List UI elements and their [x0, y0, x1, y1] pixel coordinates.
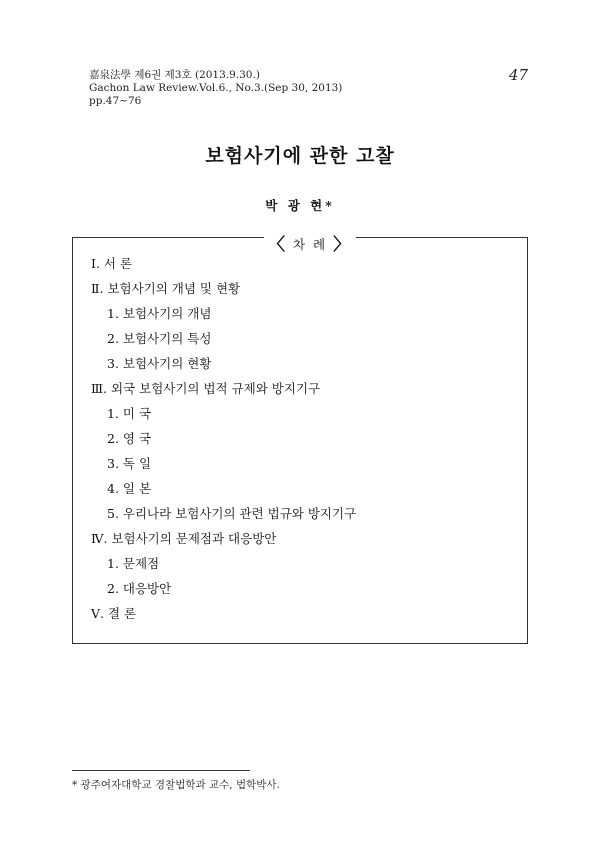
toc-item: Ⅴ. 결 론: [91, 606, 137, 621]
left-angle-bracket-icon: 〈: [268, 235, 287, 255]
toc-label-text: 차 례: [292, 237, 328, 252]
author-name: 박 광 현*: [265, 198, 335, 213]
toc-item: Ⅳ. 보험사기의 문제점과 대응방안: [91, 531, 277, 546]
journal-header-line1: 嘉泉法學 제6권 제3호 (2013.9.30.): [89, 69, 260, 81]
toc-item: 3. 독 일: [107, 456, 152, 471]
toc-item: Ⅲ. 외국 보험사기의 법적 규제와 방지기구: [91, 381, 321, 396]
toc-item: 2. 영 국: [107, 431, 152, 446]
table-of-contents-label: [264, 230, 356, 255]
toc-item: 1. 문제점: [107, 556, 160, 571]
toc-item: 1. 보험사기의 개념: [107, 306, 212, 321]
toc-item: 3. 보험사기의 현황: [107, 356, 212, 371]
paper-title: 보험사기에 관한 고찰: [205, 145, 395, 167]
toc-item: Ⅱ. 보험사기의 개념 및 현황: [91, 281, 241, 296]
journal-header: [89, 69, 342, 108]
toc-item: 2. 보험사기의 특성: [107, 331, 212, 346]
journal-header-line3: pp.47~76: [89, 95, 142, 107]
page-number: 47: [508, 66, 528, 84]
toc-item: 5. 우리나라 보험사기의 관련 법규와 방지기구: [107, 506, 357, 521]
toc-item: 2. 대응방안: [107, 581, 172, 596]
toc-item: 4. 일 본: [107, 481, 152, 496]
footnote: * 광주여자대학교 경찰법학과 교수, 법학박사.: [72, 779, 280, 791]
right-angle-bracket-icon: 〉: [333, 235, 353, 255]
toc-item: Ⅰ. 서 론: [91, 256, 133, 271]
footnote-divider: [72, 770, 250, 771]
journal-header-line2: Gachon Law Review.Vol.6., No.3.(Sep 30, 2013): [89, 82, 343, 94]
toc-item: 1. 미 국: [107, 406, 152, 421]
